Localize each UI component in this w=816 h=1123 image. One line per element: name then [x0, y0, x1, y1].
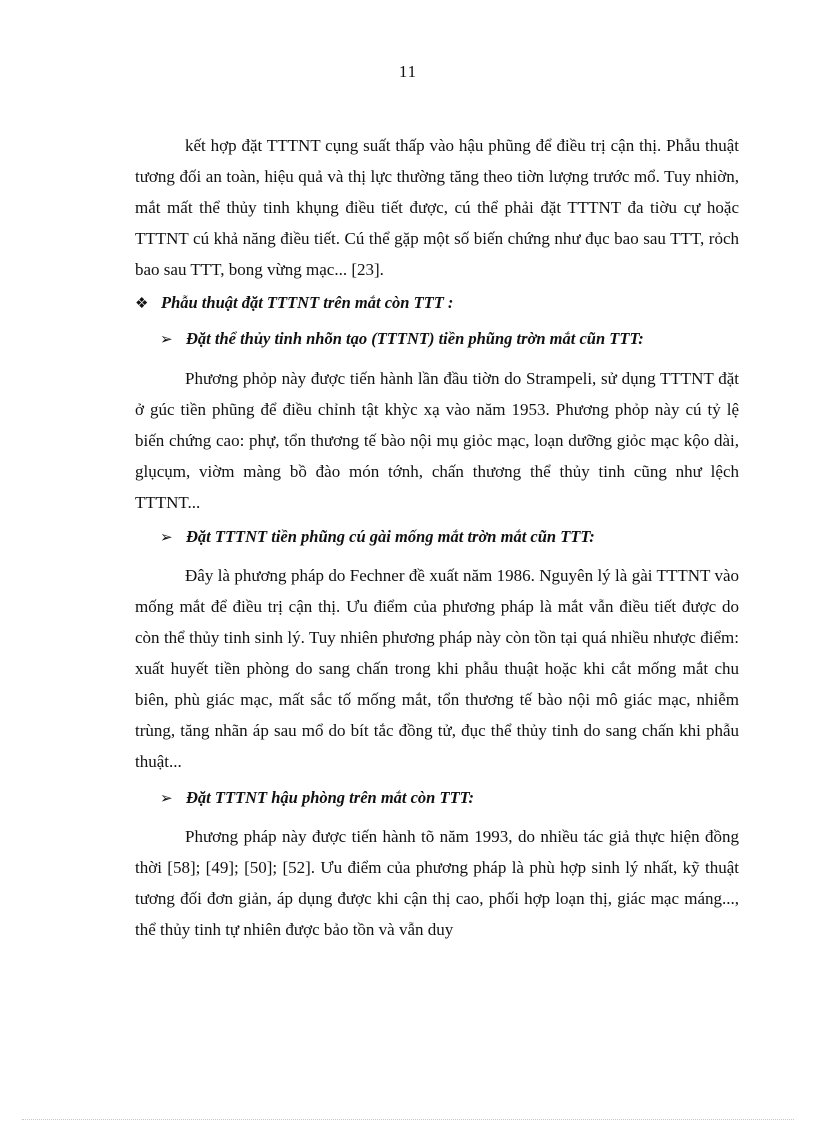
paragraph-2: Phương phỏp này được tiến hành lần đầu tiờn do Strampeli, sử dụng TTTNT đặt ở gúc tiền phũng để điều chỉnh tật khỳc xạ vào năm 1953. Phương phỏp này cú tỷ lệ biến chứng cao: phự, tổn thương tế bào nội mụ giỏc mạc, loạn dưỡng giỏc mạc kộo dài, glụcụm, viờm màng bồ đào món tớnh, chấn thương thể thủy tinh cũng như lệch TTTNT... [135, 369, 739, 512]
arrow-bullet-icon: ➢ [160, 530, 173, 546]
subheading-1 [160, 323, 739, 356]
arrow-bullet-icon: ➢ [160, 332, 173, 348]
paragraph-4: Phương pháp này được tiến hành tõ năm 1993, do nhiều tác giả thực hiện đồng thời [58]; [49]; [50]; [52]. Ưu điểm của phương pháp là phù hợp sinh lý nhất, kỹ thuật tương đối đơn giản, áp dụng được khi cận thị cao, phối hợp loạn thị, giác mạc máng..., thể thủy tinh tự nhiên được bảo tồn và vẫn duy [135, 827, 739, 939]
paragraph-1: kết hợp đặt TTTNT cụng suất thấp vào hậu phũng để điều trị cận thị. Phẫu thuật tương đối an toàn, hiệu quả và thị lực thường tăng theo tiờn lượng trước mổ. Tuy nhiờn, mắt mất thể thủy tinh khụng điều tiết được, cú thể phải đặt TTTNT đa tiờu cự hoặc TTTNT cú khả năng điều tiết. Cú thể gặp một số biến chứng như đục bao sau TTT, rỏch bao sau TTT, bong vừng mạc... [23]. [135, 136, 739, 279]
diamond-bullet-icon: ❖ [135, 296, 149, 312]
section-heading-text: Phẫu thuật đặt TTTNT trên mắt còn TTT : [161, 293, 454, 312]
subheading-2-text: Đặt TTTNT tiền phũng cú gài mống mắt trờn mắt cũn TTT: [186, 527, 595, 546]
paragraph-3: Đây là phương pháp do Fechner đề xuất năm 1986. Nguyên lý là gài TTTNT vào mống mắt để điều trị cận thị. Ưu điểm của phương pháp là mắt vẫn điều tiết được do còn thể thủy tinh sinh lý. Tuy nhiên phương pháp này còn tồn tại quá nhiều nhược điểm: xuất huyết tiền phòng do sang chấn trong khi phẫu thuật hoặc khi cắt mống mắt chu biên, phù giác mạc, mất sắc tố mống mắt, tổn thương tế bào nội mô giác mạc, nhiễm trùng, tăng nhãn áp sau mổ do bít tắc đồng tử, đục thể thủy tinh do sang chấn khi phẫu thuật... [135, 566, 739, 771]
subheading-3-text: Đặt TTTNT hậu phòng trên mắt còn TTT: [186, 788, 474, 807]
section-heading [135, 287, 739, 320]
subheading-3 [160, 782, 739, 815]
subheading-2 [160, 521, 739, 554]
subheading-1-text: Đặt thể thủy tinh nhõn tạo (TTTNT) tiền phũng trờn mắt cũn TTT: [186, 329, 644, 348]
document-body [135, 130, 739, 945]
page-number: 11 [398, 62, 418, 81]
arrow-bullet-icon: ➢ [160, 791, 173, 807]
page-bottom-divider [22, 1119, 794, 1120]
